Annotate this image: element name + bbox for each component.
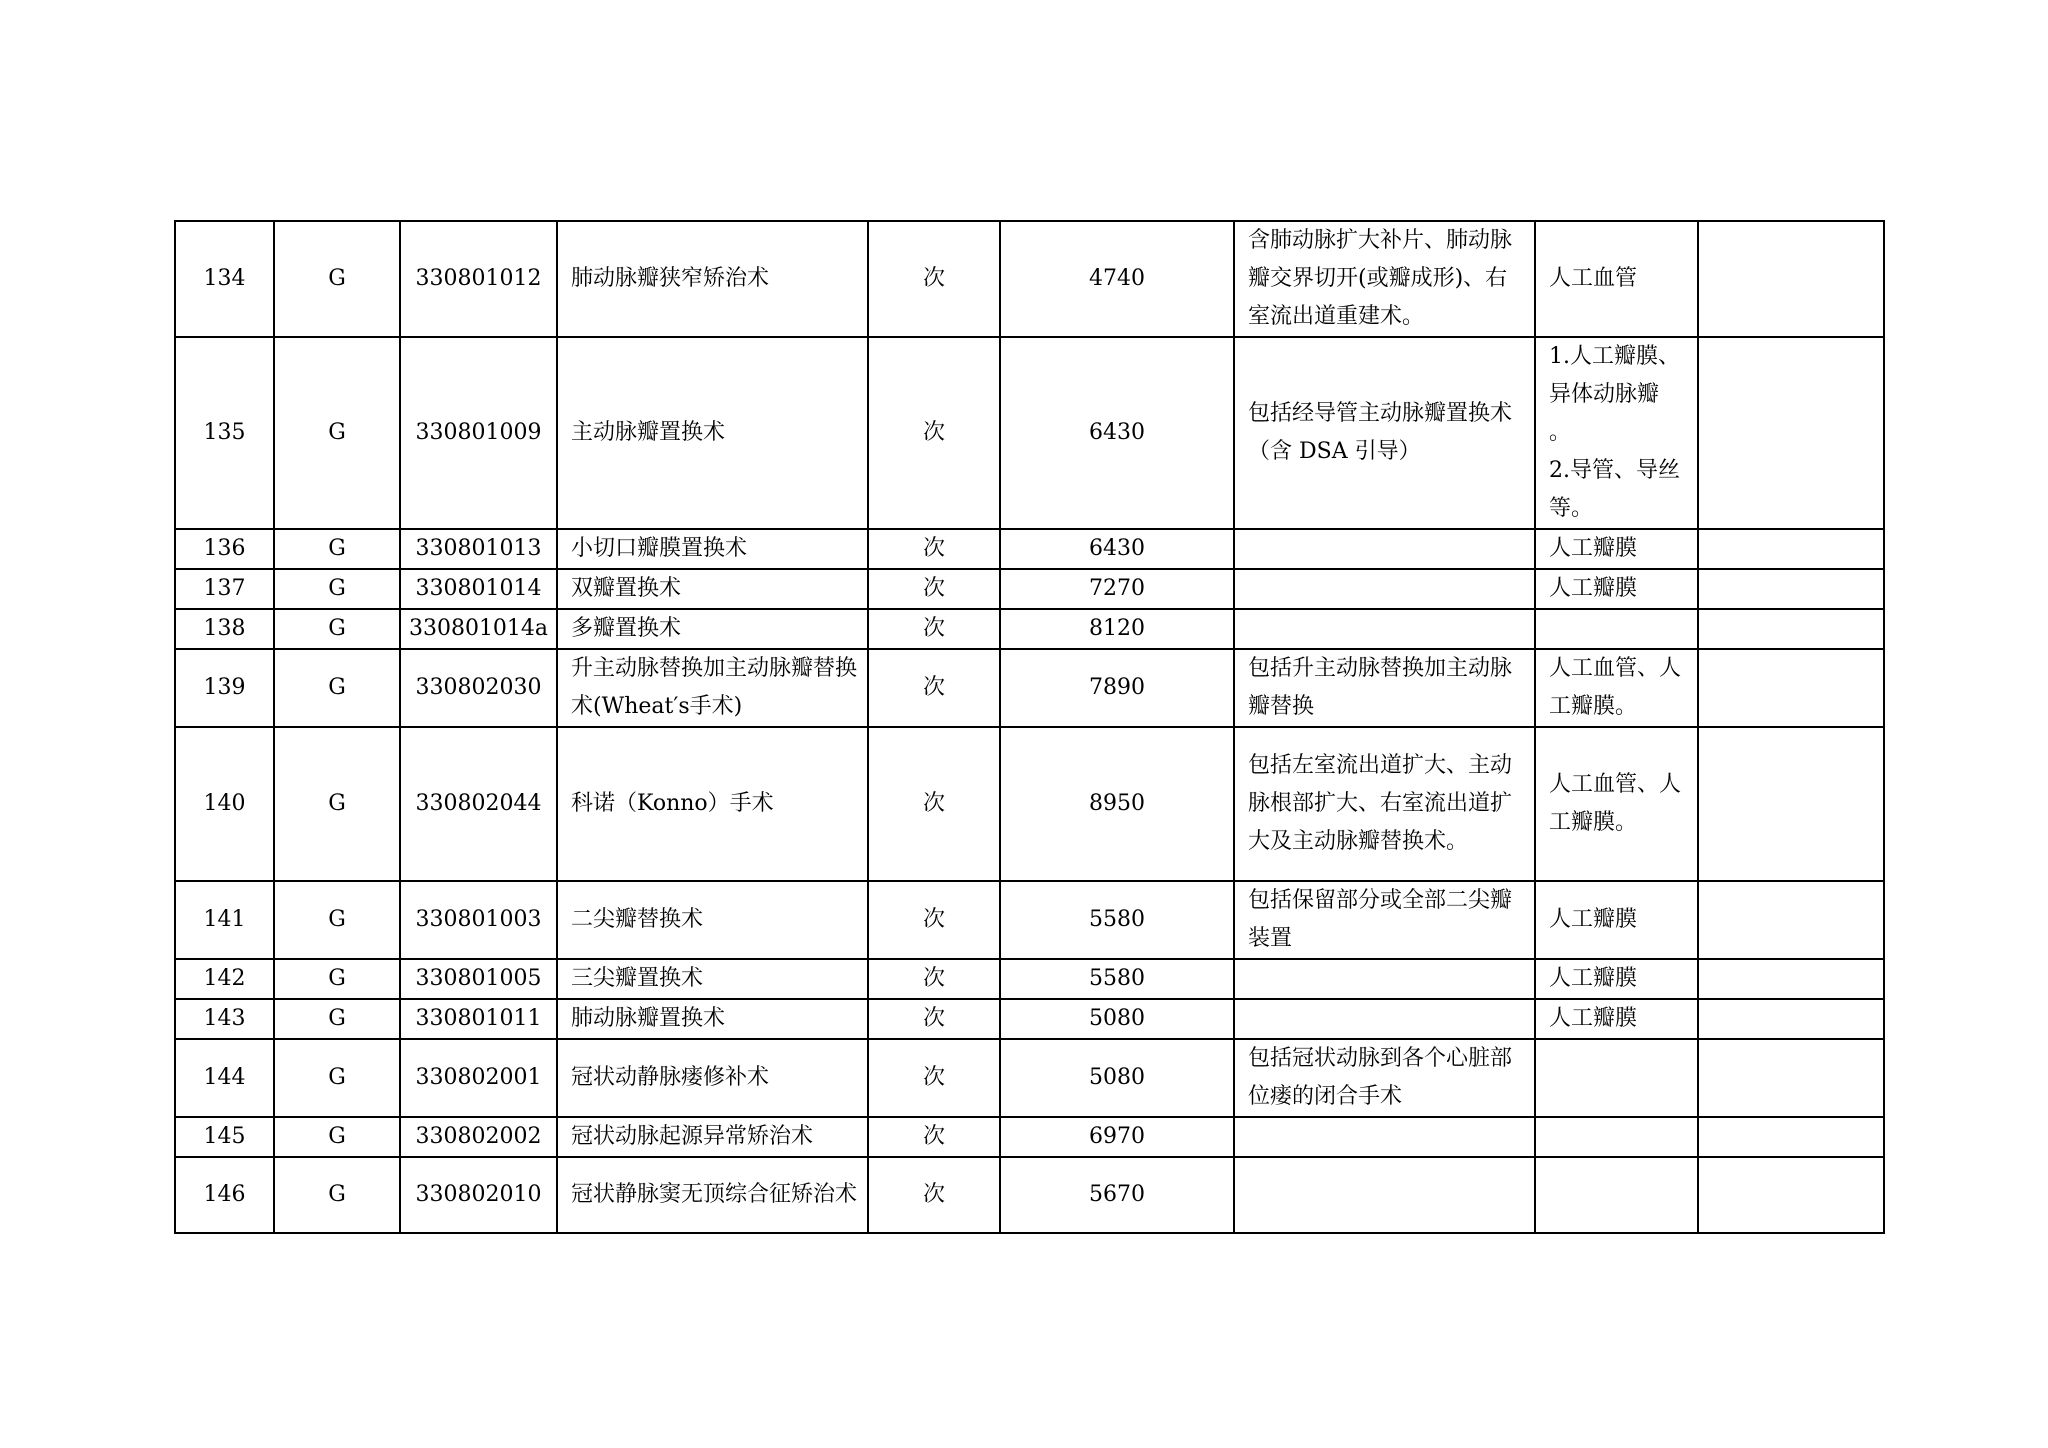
table-row [175, 649, 1884, 727]
cell-row-number: 141 [175, 881, 274, 959]
cell-category: G [274, 881, 400, 959]
cell-excluded-materials: 1.人工瓣膜、异体动脉瓣 。 2.导管、导丝等。 [1535, 337, 1698, 529]
cell-category: G [274, 221, 400, 337]
cell-unit: 次 [868, 529, 1000, 569]
cell-row-number: 143 [175, 999, 274, 1039]
cell-category: G [274, 1039, 400, 1117]
cell-unit: 次 [868, 569, 1000, 609]
cell-price: 7890 [1000, 649, 1234, 727]
price-table [174, 220, 1885, 1234]
cell-item-name: 冠状静脉窦无顶综合征矫治术 [557, 1157, 868, 1233]
cell-category: G [274, 727, 400, 881]
cell-description [1234, 609, 1535, 649]
cell-excluded-materials: 人工血管、人工瓣膜。 [1535, 727, 1698, 881]
cell-row-number: 146 [175, 1157, 274, 1233]
table-row [175, 337, 1884, 529]
cell-category: G [274, 529, 400, 569]
cell-price: 7270 [1000, 569, 1234, 609]
cell-item-name: 科诺（Konno）手术 [557, 727, 868, 881]
cell-item-name: 双瓣置换术 [557, 569, 868, 609]
cell-unit: 次 [868, 649, 1000, 727]
cell-price: 8950 [1000, 727, 1234, 881]
cell-category: G [274, 337, 400, 529]
cell-price: 6430 [1000, 529, 1234, 569]
cell-description [1234, 959, 1535, 999]
cell-description [1234, 999, 1535, 1039]
cell-price: 6970 [1000, 1117, 1234, 1157]
cell-item-name: 小切口瓣膜置换术 [557, 529, 868, 569]
cell-remarks [1698, 337, 1884, 529]
cell-unit: 次 [868, 1157, 1000, 1233]
cell-row-number: 142 [175, 959, 274, 999]
cell-price: 8120 [1000, 609, 1234, 649]
cell-item-code: 330802010 [400, 1157, 557, 1233]
cell-excluded-materials [1535, 1117, 1698, 1157]
cell-row-number: 138 [175, 609, 274, 649]
table-row [175, 1039, 1884, 1117]
cell-row-number: 140 [175, 727, 274, 881]
cell-price: 5080 [1000, 1039, 1234, 1117]
cell-item-code: 330802002 [400, 1117, 557, 1157]
table-row [175, 529, 1884, 569]
cell-item-name: 多瓣置换术 [557, 609, 868, 649]
cell-price: 6430 [1000, 337, 1234, 529]
table-row [175, 569, 1884, 609]
cell-description [1234, 1117, 1535, 1157]
cell-row-number: 139 [175, 649, 274, 727]
cell-row-number: 137 [175, 569, 274, 609]
cell-item-code: 330801014 [400, 569, 557, 609]
cell-remarks [1698, 1039, 1884, 1117]
cell-price: 5670 [1000, 1157, 1234, 1233]
cell-item-code: 330801013 [400, 529, 557, 569]
cell-unit: 次 [868, 881, 1000, 959]
cell-item-code: 330801014a [400, 609, 557, 649]
table-row [175, 1117, 1884, 1157]
table-row [175, 727, 1884, 881]
cell-row-number: 136 [175, 529, 274, 569]
cell-unit: 次 [868, 221, 1000, 337]
cell-row-number: 144 [175, 1039, 274, 1117]
cell-unit: 次 [868, 959, 1000, 999]
cell-excluded-materials: 人工血管 [1535, 221, 1698, 337]
cell-remarks [1698, 1157, 1884, 1233]
cell-excluded-materials [1535, 1157, 1698, 1233]
cell-remarks [1698, 1117, 1884, 1157]
cell-unit: 次 [868, 727, 1000, 881]
cell-description [1234, 569, 1535, 609]
cell-remarks [1698, 569, 1884, 609]
cell-category: G [274, 569, 400, 609]
table-row [175, 609, 1884, 649]
cell-item-code: 330801005 [400, 959, 557, 999]
cell-remarks [1698, 727, 1884, 881]
cell-excluded-materials [1535, 1039, 1698, 1117]
cell-category: G [274, 609, 400, 649]
cell-excluded-materials: 人工血管、人工瓣膜。 [1535, 649, 1698, 727]
cell-item-code: 330801003 [400, 881, 557, 959]
cell-item-name: 肺动脉瓣置换术 [557, 999, 868, 1039]
cell-remarks [1698, 881, 1884, 959]
cell-unit: 次 [868, 609, 1000, 649]
cell-row-number: 145 [175, 1117, 274, 1157]
cell-excluded-materials [1535, 609, 1698, 649]
cell-description [1234, 529, 1535, 569]
cell-item-code: 330801011 [400, 999, 557, 1039]
cell-excluded-materials: 人工瓣膜 [1535, 569, 1698, 609]
cell-description: 包括经导管主动脉瓣置换术（含 DSA 引导） [1234, 337, 1535, 529]
table-row [175, 959, 1884, 999]
cell-item-name: 三尖瓣置换术 [557, 959, 868, 999]
cell-category: G [274, 649, 400, 727]
cell-description: 包括保留部分或全部二尖瓣装置 [1234, 881, 1535, 959]
table-row [175, 881, 1884, 959]
cell-excluded-materials: 人工瓣膜 [1535, 959, 1698, 999]
cell-item-name: 主动脉瓣置换术 [557, 337, 868, 529]
cell-remarks [1698, 529, 1884, 569]
cell-excluded-materials: 人工瓣膜 [1535, 529, 1698, 569]
cell-item-code: 330801012 [400, 221, 557, 337]
cell-description: 包括升主动脉替换加主动脉瓣替换 [1234, 649, 1535, 727]
cell-item-code: 330802030 [400, 649, 557, 727]
cell-category: G [274, 1157, 400, 1233]
cell-description: 包括左室流出道扩大、主动脉根部扩大、右室流出道扩大及主动脉瓣替换术。 [1234, 727, 1535, 881]
cell-price: 5080 [1000, 999, 1234, 1039]
cell-item-name: 二尖瓣替换术 [557, 881, 868, 959]
cell-item-name: 冠状动静脉瘘修补术 [557, 1039, 868, 1117]
table-body [175, 221, 1884, 1233]
cell-item-name: 冠状动脉起源异常矫治术 [557, 1117, 868, 1157]
cell-category: G [274, 1117, 400, 1157]
cell-unit: 次 [868, 999, 1000, 1039]
cell-price: 5580 [1000, 959, 1234, 999]
cell-price: 5580 [1000, 881, 1234, 959]
cell-item-name: 升主动脉替换加主动脉瓣替换术(Wheat′s手术) [557, 649, 868, 727]
cell-item-code: 330802001 [400, 1039, 557, 1117]
cell-item-code: 330802044 [400, 727, 557, 881]
cell-row-number: 134 [175, 221, 274, 337]
table-row [175, 999, 1884, 1039]
cell-remarks [1698, 649, 1884, 727]
cell-category: G [274, 959, 400, 999]
cell-excluded-materials: 人工瓣膜 [1535, 881, 1698, 959]
cell-category: G [274, 999, 400, 1039]
cell-unit: 次 [868, 337, 1000, 529]
cell-description: 含肺动脉扩大补片、肺动脉瓣交界切开(或瓣成形)、右室流出道重建术。 [1234, 221, 1535, 337]
cell-remarks [1698, 999, 1884, 1039]
cell-remarks [1698, 221, 1884, 337]
cell-description [1234, 1157, 1535, 1233]
cell-price: 4740 [1000, 221, 1234, 337]
cell-remarks [1698, 609, 1884, 649]
table-row [175, 221, 1884, 337]
cell-unit: 次 [868, 1117, 1000, 1157]
cell-item-name: 肺动脉瓣狭窄矫治术 [557, 221, 868, 337]
cell-remarks [1698, 959, 1884, 999]
cell-item-code: 330801009 [400, 337, 557, 529]
cell-row-number: 135 [175, 337, 274, 529]
cell-unit: 次 [868, 1039, 1000, 1117]
cell-description: 包括冠状动脉到各个心脏部位瘘的闭合手术 [1234, 1039, 1535, 1117]
table-row [175, 1157, 1884, 1233]
cell-excluded-materials: 人工瓣膜 [1535, 999, 1698, 1039]
